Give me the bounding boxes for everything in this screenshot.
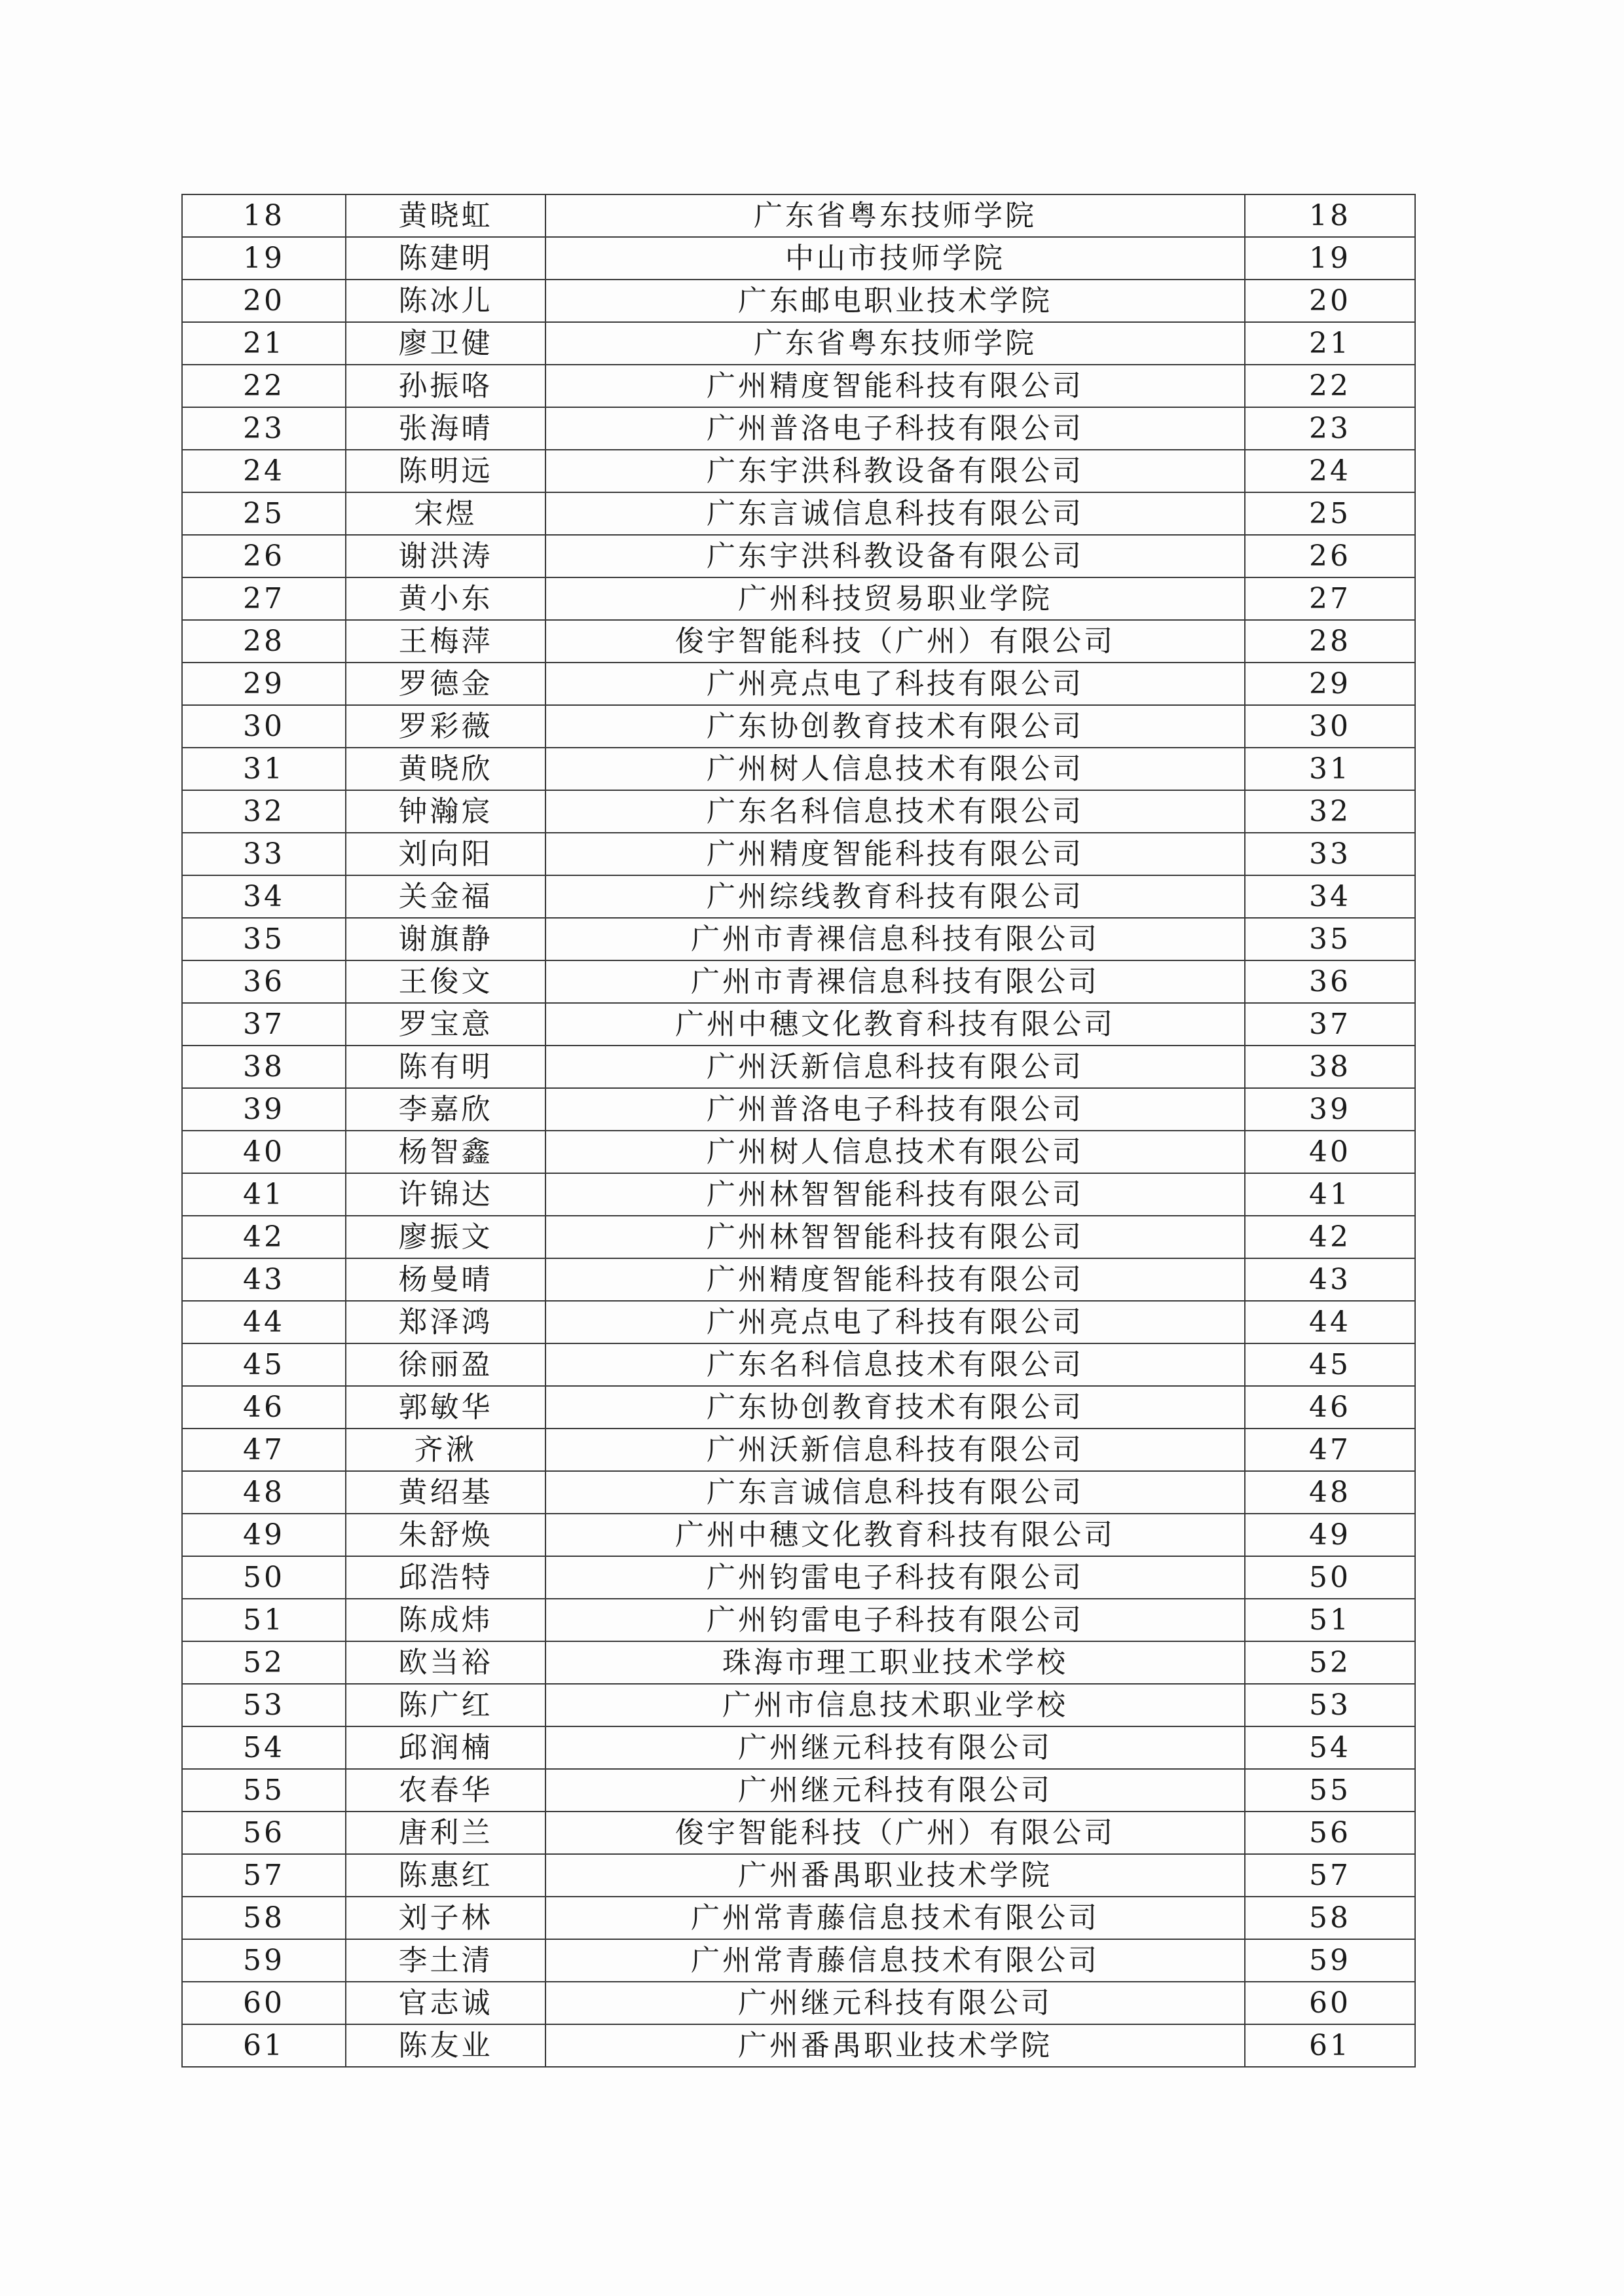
row-number-cell: 34 <box>182 875 346 918</box>
row-code-cell: 39 <box>1245 1088 1415 1131</box>
organization-cell: 广州树人信息技术有限公司 <box>545 1131 1245 1173</box>
person-name-cell: 黄晓虹 <box>346 194 545 237</box>
organization-cell: 广州普洛电子科技有限公司 <box>545 1088 1245 1131</box>
organization-cell: 广州市青裸信息科技有限公司 <box>545 918 1245 960</box>
row-number-cell: 33 <box>182 833 346 875</box>
organization-cell: 广东省粤东技师学院 <box>545 194 1245 237</box>
table-row <box>182 1471 1415 1514</box>
row-number-cell: 19 <box>182 237 346 280</box>
person-name-cell: 罗彩薇 <box>346 705 545 748</box>
person-name-cell: 孙振咯 <box>346 365 545 407</box>
organization-cell: 广州常青藤信息技术有限公司 <box>545 1939 1245 1982</box>
row-number-cell: 60 <box>182 1982 346 2024</box>
table-row <box>182 577 1415 620</box>
row-code-cell: 22 <box>1245 365 1415 407</box>
row-code-cell: 60 <box>1245 1982 1415 2024</box>
organization-cell: 广州亮点电了科技有限公司 <box>545 1301 1245 1343</box>
row-number-cell: 53 <box>182 1684 346 1726</box>
table-row <box>182 1216 1415 1258</box>
table-row <box>182 1301 1415 1343</box>
row-code-cell: 23 <box>1245 407 1415 450</box>
organization-cell: 广州亮点电了科技有限公司 <box>545 663 1245 705</box>
row-code-cell: 31 <box>1245 748 1415 790</box>
row-number-cell: 29 <box>182 663 346 705</box>
row-code-cell: 25 <box>1245 492 1415 535</box>
row-code-cell: 59 <box>1245 1939 1415 1982</box>
person-name-cell: 杨智鑫 <box>346 1131 545 1173</box>
person-name-cell: 齐湫 <box>346 1429 545 1471</box>
row-number-cell: 54 <box>182 1726 346 1769</box>
table-row <box>182 1684 1415 1726</box>
row-number-cell: 35 <box>182 918 346 960</box>
table-row <box>182 748 1415 790</box>
row-code-cell: 35 <box>1245 918 1415 960</box>
person-name-cell: 徐丽盈 <box>346 1343 545 1386</box>
table-row <box>182 918 1415 960</box>
row-code-cell: 40 <box>1245 1131 1415 1173</box>
table-row <box>182 790 1415 833</box>
person-name-cell: 许锦达 <box>346 1173 545 1216</box>
organization-cell: 中山市技师学院 <box>545 237 1245 280</box>
organization-cell: 广东言诚信息科技有限公司 <box>545 1471 1245 1514</box>
person-name-cell: 农春华 <box>346 1769 545 1812</box>
row-code-cell: 58 <box>1245 1897 1415 1939</box>
person-name-cell: 陈建明 <box>346 237 545 280</box>
organization-cell: 广州继元科技有限公司 <box>545 1769 1245 1812</box>
person-name-cell: 黄晓欣 <box>346 748 545 790</box>
table-row <box>182 1088 1415 1131</box>
row-number-cell: 32 <box>182 790 346 833</box>
row-number-cell: 20 <box>182 280 346 322</box>
row-code-cell: 57 <box>1245 1854 1415 1897</box>
organization-cell: 广州番禺职业技术学院 <box>545 2024 1245 2067</box>
row-number-cell: 50 <box>182 1556 346 1599</box>
row-code-cell: 27 <box>1245 577 1415 620</box>
row-code-cell: 34 <box>1245 875 1415 918</box>
organization-cell: 广州沃新信息科技有限公司 <box>545 1429 1245 1471</box>
table-row <box>182 365 1415 407</box>
table-row <box>182 663 1415 705</box>
row-number-cell: 27 <box>182 577 346 620</box>
person-name-cell: 陈明远 <box>346 450 545 492</box>
person-name-cell: 钟瀚宸 <box>346 790 545 833</box>
table-row <box>182 1131 1415 1173</box>
row-number-cell: 40 <box>182 1131 346 1173</box>
table-row <box>182 1514 1415 1556</box>
row-number-cell: 38 <box>182 1046 346 1088</box>
organization-cell: 广州继元科技有限公司 <box>545 1982 1245 2024</box>
row-code-cell: 38 <box>1245 1046 1415 1088</box>
row-code-cell: 28 <box>1245 620 1415 663</box>
row-code-cell: 18 <box>1245 194 1415 237</box>
row-number-cell: 31 <box>182 748 346 790</box>
table-row <box>182 1173 1415 1216</box>
table-row <box>182 492 1415 535</box>
row-number-cell: 59 <box>182 1939 346 1982</box>
person-name-cell: 宋煜 <box>346 492 545 535</box>
row-code-cell: 56 <box>1245 1812 1415 1854</box>
person-name-cell: 邱润楠 <box>346 1726 545 1769</box>
row-number-cell: 51 <box>182 1599 346 1641</box>
table-row <box>182 1812 1415 1854</box>
person-name-cell: 邱浩特 <box>346 1556 545 1599</box>
person-name-cell: 唐利兰 <box>346 1812 545 1854</box>
row-code-cell: 36 <box>1245 960 1415 1003</box>
organization-cell: 俊宇智能科技（广州）有限公司 <box>545 1812 1245 1854</box>
table-row <box>182 237 1415 280</box>
row-number-cell: 30 <box>182 705 346 748</box>
table-row <box>182 280 1415 322</box>
table-row <box>182 1343 1415 1386</box>
organization-cell: 广东宇洪科教设备有限公司 <box>545 450 1245 492</box>
table-row <box>182 1599 1415 1641</box>
row-code-cell: 24 <box>1245 450 1415 492</box>
row-number-cell: 44 <box>182 1301 346 1343</box>
table-row <box>182 407 1415 450</box>
table-row <box>182 2024 1415 2067</box>
row-code-cell: 49 <box>1245 1514 1415 1556</box>
row-number-cell: 47 <box>182 1429 346 1471</box>
table-row <box>182 960 1415 1003</box>
organization-cell: 广东名科信息技术有限公司 <box>545 790 1245 833</box>
row-code-cell: 45 <box>1245 1343 1415 1386</box>
table-row <box>182 1897 1415 1939</box>
table-row <box>182 833 1415 875</box>
person-name-cell: 陈有明 <box>346 1046 545 1088</box>
table-row <box>182 620 1415 663</box>
organization-cell: 广东邮电职业技术学院 <box>545 280 1245 322</box>
row-code-cell: 20 <box>1245 280 1415 322</box>
row-number-cell: 24 <box>182 450 346 492</box>
person-name-cell: 杨曼晴 <box>346 1258 545 1301</box>
person-name-cell: 朱舒焕 <box>346 1514 545 1556</box>
row-code-cell: 51 <box>1245 1599 1415 1641</box>
row-number-cell: 18 <box>182 194 346 237</box>
organization-cell: 珠海市理工职业技术学校 <box>545 1641 1245 1684</box>
organization-cell: 广州市青裸信息科技有限公司 <box>545 960 1245 1003</box>
row-number-cell: 28 <box>182 620 346 663</box>
person-name-cell: 谢旗静 <box>346 918 545 960</box>
row-code-cell: 37 <box>1245 1003 1415 1046</box>
organization-cell: 广东宇洪科教设备有限公司 <box>545 535 1245 577</box>
person-name-cell: 关金福 <box>346 875 545 918</box>
row-number-cell: 57 <box>182 1854 346 1897</box>
row-number-cell: 26 <box>182 535 346 577</box>
table-row <box>182 1003 1415 1046</box>
person-name-cell: 黄绍基 <box>346 1471 545 1514</box>
table-row <box>182 194 1415 237</box>
row-number-cell: 36 <box>182 960 346 1003</box>
organization-cell: 广州钧雷电子科技有限公司 <box>545 1556 1245 1599</box>
row-code-cell: 46 <box>1245 1386 1415 1429</box>
organization-cell: 广州中穗文化教育科技有限公司 <box>545 1514 1245 1556</box>
person-name-cell: 谢洪涛 <box>346 535 545 577</box>
row-code-cell: 19 <box>1245 237 1415 280</box>
row-number-cell: 61 <box>182 2024 346 2067</box>
table-row <box>182 875 1415 918</box>
row-code-cell: 41 <box>1245 1173 1415 1216</box>
table-row <box>182 1046 1415 1088</box>
organization-cell: 广东省粤东技师学院 <box>545 322 1245 365</box>
row-number-cell: 25 <box>182 492 346 535</box>
organization-cell: 广州科技贸易职业学院 <box>545 577 1245 620</box>
row-code-cell: 33 <box>1245 833 1415 875</box>
table-row <box>182 1982 1415 2024</box>
person-name-cell: 李嘉欣 <box>346 1088 545 1131</box>
row-number-cell: 21 <box>182 322 346 365</box>
organization-cell: 广州常青藤信息技术有限公司 <box>545 1897 1245 1939</box>
row-code-cell: 61 <box>1245 2024 1415 2067</box>
person-name-cell: 陈成炜 <box>346 1599 545 1641</box>
row-number-cell: 45 <box>182 1343 346 1386</box>
organization-cell: 广东协创教育技术有限公司 <box>545 705 1245 748</box>
row-code-cell: 30 <box>1245 705 1415 748</box>
person-name-cell: 刘子林 <box>346 1897 545 1939</box>
organization-cell: 俊宇智能科技（广州）有限公司 <box>545 620 1245 663</box>
row-code-cell: 26 <box>1245 535 1415 577</box>
roster-table-body <box>182 194 1415 2067</box>
person-name-cell: 官志诚 <box>346 1982 545 2024</box>
row-code-cell: 42 <box>1245 1216 1415 1258</box>
row-code-cell: 48 <box>1245 1471 1415 1514</box>
row-number-cell: 56 <box>182 1812 346 1854</box>
organization-cell: 广东言诚信息科技有限公司 <box>545 492 1245 535</box>
table-row <box>182 1769 1415 1812</box>
organization-cell: 广东名科信息技术有限公司 <box>545 1343 1245 1386</box>
row-number-cell: 58 <box>182 1897 346 1939</box>
organization-cell: 广州精度智能科技有限公司 <box>545 833 1245 875</box>
organization-cell: 广州树人信息技术有限公司 <box>545 748 1245 790</box>
organization-cell: 广州钧雷电子科技有限公司 <box>545 1599 1245 1641</box>
row-code-cell: 54 <box>1245 1726 1415 1769</box>
table-row <box>182 705 1415 748</box>
row-code-cell: 21 <box>1245 322 1415 365</box>
person-name-cell: 郭敏华 <box>346 1386 545 1429</box>
row-number-cell: 42 <box>182 1216 346 1258</box>
table-row <box>182 535 1415 577</box>
row-number-cell: 48 <box>182 1471 346 1514</box>
organization-cell: 广州普洛电子科技有限公司 <box>545 407 1245 450</box>
row-number-cell: 43 <box>182 1258 346 1301</box>
row-number-cell: 52 <box>182 1641 346 1684</box>
table-row <box>182 1939 1415 1982</box>
row-number-cell: 41 <box>182 1173 346 1216</box>
row-code-cell: 47 <box>1245 1429 1415 1471</box>
organization-cell: 广州精度智能科技有限公司 <box>545 1258 1245 1301</box>
row-code-cell: 53 <box>1245 1684 1415 1726</box>
row-code-cell: 44 <box>1245 1301 1415 1343</box>
table-row <box>182 1429 1415 1471</box>
row-number-cell: 22 <box>182 365 346 407</box>
organization-cell: 广东协创教育技术有限公司 <box>545 1386 1245 1429</box>
organization-cell: 广州精度智能科技有限公司 <box>545 365 1245 407</box>
person-name-cell: 廖振文 <box>346 1216 545 1258</box>
row-code-cell: 29 <box>1245 663 1415 705</box>
table-row <box>182 1556 1415 1599</box>
row-code-cell: 32 <box>1245 790 1415 833</box>
person-name-cell: 刘向阳 <box>346 833 545 875</box>
person-name-cell: 郑泽鸿 <box>346 1301 545 1343</box>
table-row <box>182 1641 1415 1684</box>
row-number-cell: 49 <box>182 1514 346 1556</box>
organization-cell: 广州市信息技术职业学校 <box>545 1684 1245 1726</box>
person-name-cell: 张海晴 <box>346 407 545 450</box>
table-row <box>182 1258 1415 1301</box>
row-number-cell: 23 <box>182 407 346 450</box>
organization-cell: 广州中穗文化教育科技有限公司 <box>545 1003 1245 1046</box>
person-name-cell: 陈惠红 <box>346 1854 545 1897</box>
organization-cell: 广州林智智能科技有限公司 <box>545 1173 1245 1216</box>
roster-table <box>181 194 1416 2068</box>
organization-cell: 广州林智智能科技有限公司 <box>545 1216 1245 1258</box>
person-name-cell: 李土清 <box>346 1939 545 1982</box>
row-number-cell: 46 <box>182 1386 346 1429</box>
row-number-cell: 39 <box>182 1088 346 1131</box>
row-code-cell: 52 <box>1245 1641 1415 1684</box>
table-row <box>182 1854 1415 1897</box>
person-name-cell: 黄小东 <box>346 577 545 620</box>
person-name-cell: 欧当裕 <box>346 1641 545 1684</box>
table-row <box>182 450 1415 492</box>
table-row <box>182 322 1415 365</box>
row-code-cell: 50 <box>1245 1556 1415 1599</box>
person-name-cell: 陈友业 <box>346 2024 545 2067</box>
person-name-cell: 罗德金 <box>346 663 545 705</box>
row-number-cell: 37 <box>182 1003 346 1046</box>
person-name-cell: 陈冰儿 <box>346 280 545 322</box>
row-number-cell: 55 <box>182 1769 346 1812</box>
organization-cell: 广州综线教育科技有限公司 <box>545 875 1245 918</box>
row-code-cell: 55 <box>1245 1769 1415 1812</box>
organization-cell: 广州番禺职业技术学院 <box>545 1854 1245 1897</box>
row-code-cell: 43 <box>1245 1258 1415 1301</box>
table-row <box>182 1386 1415 1429</box>
person-name-cell: 廖卫健 <box>346 322 545 365</box>
person-name-cell: 王梅萍 <box>346 620 545 663</box>
person-name-cell: 陈广红 <box>346 1684 545 1726</box>
table-row <box>182 1726 1415 1769</box>
person-name-cell: 罗宝意 <box>346 1003 545 1046</box>
organization-cell: 广州沃新信息科技有限公司 <box>545 1046 1245 1088</box>
person-name-cell: 王俊文 <box>346 960 545 1003</box>
organization-cell: 广州继元科技有限公司 <box>545 1726 1245 1769</box>
